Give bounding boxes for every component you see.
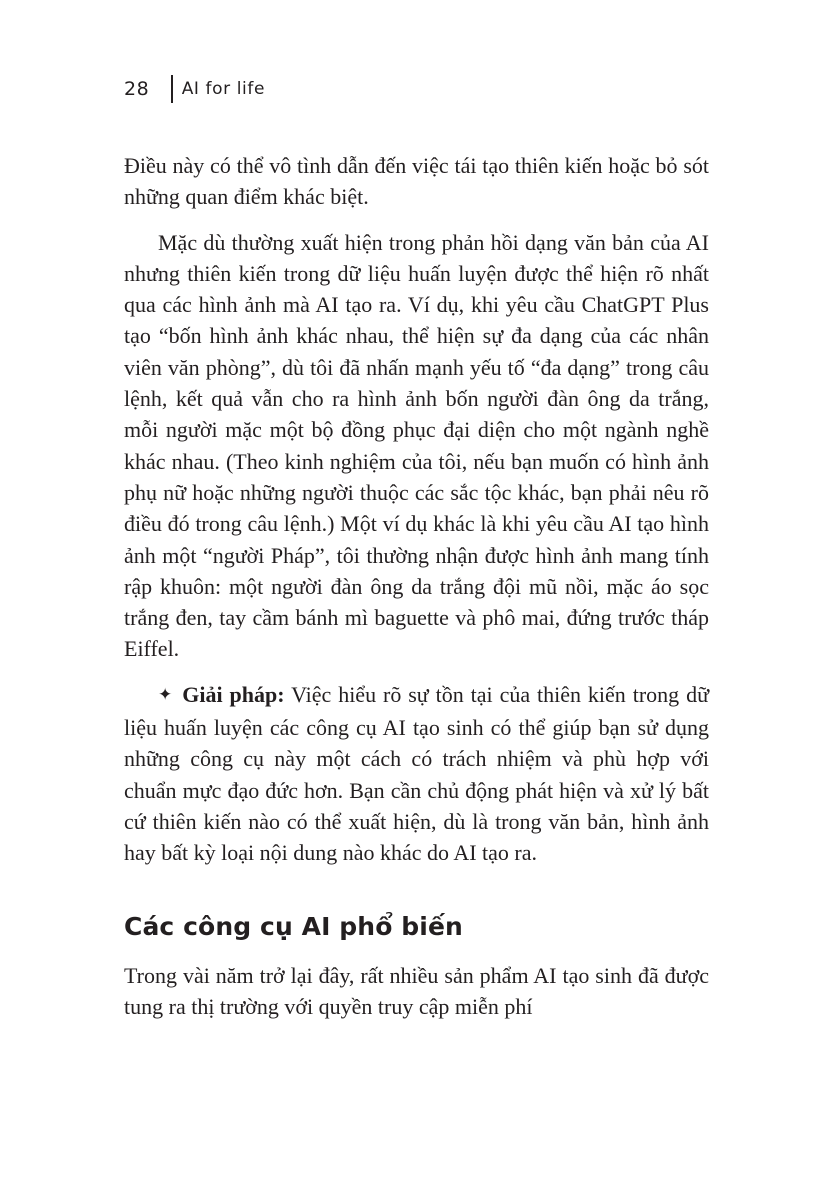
- solution-paragraph: [124, 679, 709, 869]
- page-number: 28: [124, 78, 150, 100]
- paragraph-continuation: Điều này có thể vô tình dẫn đến việc tái tạo thiên kiến hoặc bỏ sót những quan điểm khác biệt.: [124, 153, 709, 210]
- paragraph-ai-tools-intro: Trong vài năm trở lại đây, rất nhiều sản phẩm AI tạo sinh đã được tung ra thị trường với quyền truy cập miễn phí: [124, 962, 709, 1019]
- header-divider: [171, 75, 173, 103]
- section-heading: Các công cụ AI phổ biến: [124, 911, 463, 941]
- solution-text: Việc hiểu rõ sự tồn tại của thiên kiến trong dữ liệu huấn luyện các công cụ AI tạo sinh có thể giúp bạn sử dụng những công cụ này một cách có trách nhiệm và phù hợp với chuẩn mực đạo đức hơn. Bạn cần chủ động phát hiện và xử lý bất cứ thiên kiến nào có thể xuất hiện, dù là trong văn bản, hình ảnh hay bất kỳ loại nội dung nào khác do AI tạo ra.: [124, 681, 710, 866]
- paragraph-bias-images: Mặc dù thường xuất hiện trong phản hồi dạng văn bản của AI nhưng thiên kiến trong dữ liệu huấn luyện được thể hiện rõ nhất qua các hình ảnh mà AI tạo ra. Ví dụ, khi yêu cầu ChatGPT Plus tạo “bốn hình ảnh khác nhau, thể hiện sự đa dạng của các nhân viên văn phòng”, dù tôi đã nhấn mạnh yếu tố “đa dạng” trong câu lệnh, kết quả vẫn cho ra hình ảnh bốn người đàn ông da trắng, mỗi người mặc một bộ đồng phục đại diện cho một ngành nghề khác nhau. (Theo kinh nghiệm của tôi, nếu bạn muốn có hình ảnh phụ nữ hoặc những người thuộc các sắc tộc khác, bạn phải nêu rõ điều đó trong câu lệnh.) Một ví dụ khác là khi yêu cầu AI tạo hình ảnh một “người Pháp”, tôi thường nhận được hình ảnh mang tính rập khuôn: một người đàn ông da trắng đội mũ nồi, mặc áo sọc trắng đen, tay cầm bánh mì baguette và phô mai, đứng trước tháp Eiffel.: [124, 229, 709, 662]
- four-point-star-icon: ✦: [158, 684, 173, 704]
- page-header: [124, 72, 265, 106]
- page-body: [124, 150, 709, 1036]
- solution-label: Giải pháp:: [182, 681, 285, 707]
- running-title: AI for life: [181, 79, 266, 99]
